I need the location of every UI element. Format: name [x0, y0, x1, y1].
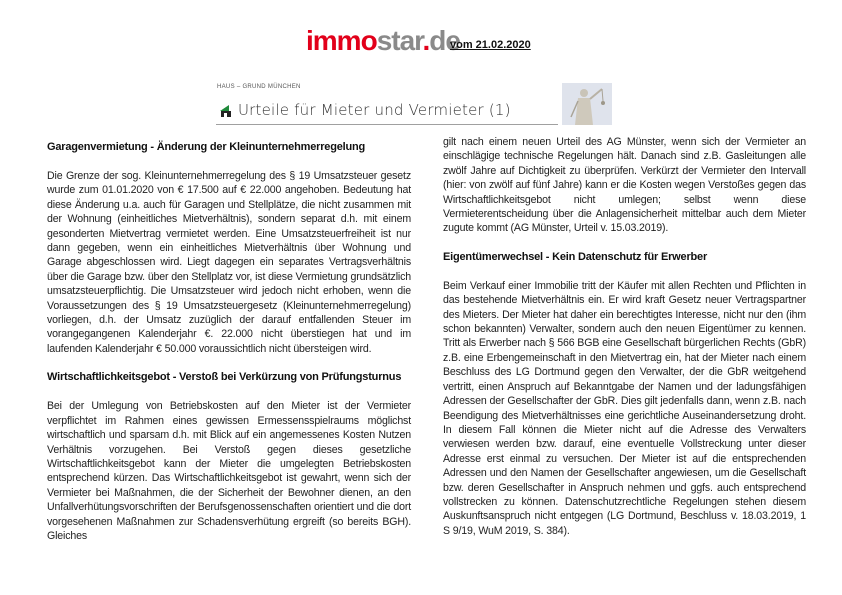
logo-part-star: star [376, 25, 423, 56]
right-column [443, 135, 806, 538]
title-divider [216, 124, 558, 125]
house-icon [220, 104, 232, 116]
logo-part-immo: immo [306, 25, 377, 56]
article-body: Beim Verkauf einer Immobilie tritt der Käufer mit allen Rechten und Pflichten in das bestehende Mietverhältnis ein. Er wird kraft Gesetz neuer Vertragspartner des Mieters. Der Mieter hat daher ein berechtigtes Interesse, nicht nur den (ihm schon bekannten) Verwalter, sondern auch den neuen Eigentümer zu kennen. Tritt als Erwerber nach § 566 BGB eine Gesellschaft bürgerlichen Rechts (GbR) z.B. eine Erbengemeinschaft in den Mietvertrag ein, hat der Mieter nach einem Beschluss des LG Dortmund gegen den Verwalter, der die GbR weitgehend vertritt, einen Anspruch auf Bekanntgabe der Namen und der ladungsfähigen Adressen der Gesellschafter der GbR. Dies gilt jedenfalls dann, wenn z.B. nach Beendigung des Mietverhältnisses eine gerichtliche Auseinandersetzung droht. In diesem Fall können die Mieter nicht auf die Adresse des Verwalters verwiesen werden bzw. darauf, eine eventuelle Vollstreckung unter dieser Adresse erst einmal zu versuchen. Der Mieter ist auf die entsprechenden Adressen und den Namen der Gesellschafter angewiesen, um die Gesellschaft bzw. deren Gesellschafter in Anspruch nehmen und ggfs. auch entsprechend vollstrecken zu können. Datenschutzrechtliche Regelungen stehen diesem Auskunftsanspruch nicht entgegen (LG Dortmund, Beschluss v. 18.03.2019, 1 S 9/19, WuM 2019, S. 384). [443, 279, 806, 537]
logo-part-de: de [429, 25, 460, 56]
justitia-image [562, 83, 612, 125]
article-heading: Garagenvermietung - Änderung der Kleinunternehmerregelung [47, 141, 366, 153]
article-body-continued: gilt nach einem neuen Urteil des AG Münster, wenn sich der Vermieter an einschlägige technische Regelungen hält. Danach sind z.B. Gasleitungen alle zwölf Jahre auf Dichtigkeit zu überprüfen. Verkürzt der Vermieter den Intervall (hier: von zwölf auf fünf Jahre) kann er die Kosten wegen Verstoßes gegen das Wirtschaftlichkeitsgebot nicht umlegen; selbst wenn diese Vermieterentscheidung über die Anlagensicherheit mittelbar auch dem Mieter zugute kommt (AG Münster, Urteil v. 15.03.2019). [443, 136, 806, 235]
article-body: Bei der Umlegung von Betriebskosten auf den Mieter ist der Vermieter verpflichtet im Rahmen eines gewissen Ermessensspielraums möglichst wirtschaftlich und sparsam d.h. mit Blick auf ein angemessenes Kosten Nutzen Verhältnis vorzugehen. Bei Verstoß gegen dieses gesetzliche Wirtschaftlichkeitsgebot kann der Mieter die umgelegten Betriebskosten entsprechend kürzen. Das Wirtschaftlichkeitsgebot ist gewahrt, wenn sich der Vermieter bei Maßnahmen, die der Sicherheit der Bewohner dienen, an den Unfallverhütungsvorschriften der Berufsgenossenschaften orientiert und die dort vorgesehenen Maßnahmen zur Schadensverhütung ergreift (so bereits BGH). Gleiches [47, 400, 411, 542]
publication-date: vom 21.02.2020 [450, 39, 531, 51]
article-body: Die Grenze der sog. Kleinunternehmerregelung des § 19 Umsatzsteuer gesetz wurde zum 01.01.2020 von € 17.500 auf € 22.000 angehoben. Bedeutung hat diese Änderung u.a. auch für Garagen und Stellplätze, die nicht zusammen mit der Wohnung (einheitliches Mietverhältnis), sondern separat d.h. mit einem gesonderten Mietvertrag vermietet werden. Eine Umsatzsteuerfreiheit ist nur dann gegeben, wenn ein einheitliches Mietverhältnis über Wohnung und Garage abgeschlossen wird. Liegt dagegen ein separates Vertragsverhältnis über die Garage bzw. über den Stellplatz vor, ist diese Vermietung grundsätzlich umsatzsteuerpflichtig. Die Umsatzsteuer wird jedoch nicht erhoben, wenn die Voraussetzungen des § 19 Umsatzsteuergesetz (Kleinunternehmerregelung) vorliegen, d.h. der Umsatz zuzüglich der darauf entfallenden Steuer im vorangegangenen Kalenderjahr €. 22.000 nicht überstiegen hat und im laufenden Kalenderjahr € 50.000 voraussichtlich nicht übersteigen wird. [47, 170, 411, 355]
immostar-logo [306, 26, 460, 56]
logo-part-dot: . [422, 25, 430, 56]
section-kicker: HAUS – GRUND MÜNCHEN [217, 84, 301, 90]
page-title-text: Urteile für Mieter und Vermieter (1) [238, 101, 511, 119]
article-heading: Wirtschaftlichkeitsgebot - Verstoß bei Verkürzung von Prüfungsturnus [47, 371, 402, 384]
page-title [220, 101, 511, 119]
article-heading: Eigentümerwechsel - Kein Datenschutz für Erwerber [443, 250, 708, 263]
left-column [47, 140, 411, 543]
